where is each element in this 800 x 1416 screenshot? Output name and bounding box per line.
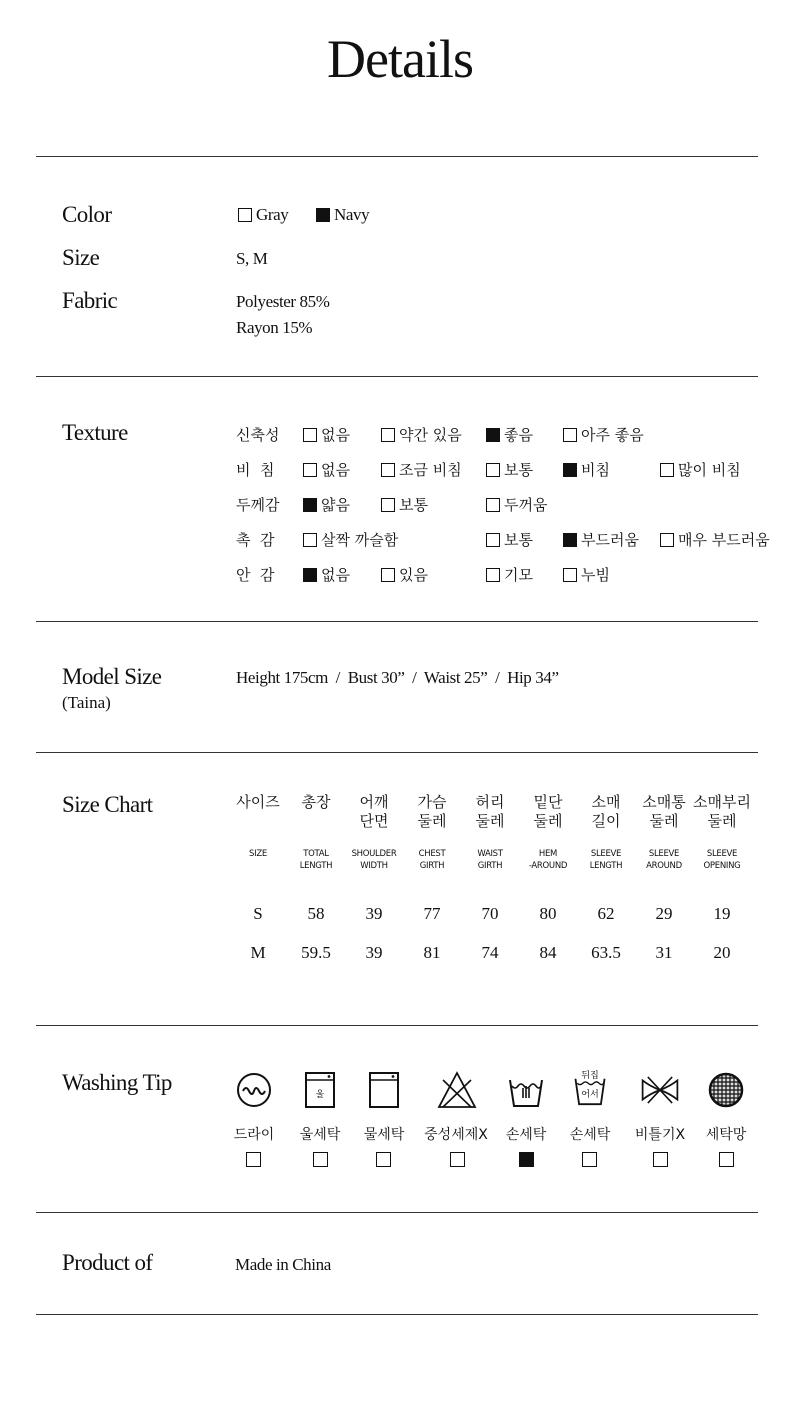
size-chart-header-ko — [284, 793, 348, 812]
header-en-line: GIRTH — [477, 861, 503, 871]
texture-row-label: 신축성 — [236, 426, 280, 444]
header-en-line: OPENING — [703, 861, 741, 871]
texture-row-label: 비 침 — [236, 461, 275, 479]
water-wash-checkbox — [376, 1152, 391, 1167]
size-chart-cell: 19 — [713, 904, 731, 923]
size-chart-cell: 77 — [423, 904, 441, 923]
size-chart-header-en — [687, 848, 757, 872]
size-chart-cell: 59.5 — [301, 943, 331, 962]
checkbox — [486, 463, 500, 477]
inside-out-wash-checkbox — [582, 1152, 597, 1167]
size-chart-header-ko — [690, 793, 754, 831]
no-bleach-icon — [437, 1070, 477, 1110]
texture-option: 없음 — [303, 424, 350, 445]
texture-option: 얇음 — [303, 494, 350, 515]
texture-row-label: 안 감 — [236, 566, 275, 584]
checkbox — [563, 568, 577, 582]
hand-wash-icon — [506, 1070, 546, 1110]
size-chart-header-ko — [400, 793, 464, 831]
washing-label: 세탁망 — [705, 1127, 747, 1143]
texture-option: 부드러움 — [563, 529, 639, 550]
washing-label: 울세탁 — [299, 1127, 341, 1143]
wool-wash-icon-text: 울 — [315, 1090, 325, 1100]
checkbox — [381, 463, 395, 477]
water-wash-icon — [364, 1070, 404, 1110]
header-en-line: GIRTH — [419, 861, 445, 871]
texture-option: 두꺼움 — [486, 494, 547, 515]
checkbox — [660, 463, 674, 477]
size-chart-cell: 63.5 — [591, 943, 621, 962]
divider — [36, 376, 758, 377]
texture-option: 기모 — [486, 564, 533, 585]
header-ko-line: 소매통 — [642, 793, 686, 811]
size-chart-cell: 74 — [481, 943, 499, 962]
texture-option: 보통 — [381, 494, 428, 515]
size-chart-cell: 39 — [365, 943, 383, 962]
checkbox — [660, 533, 674, 547]
texture-row-label: 촉 감 — [236, 531, 275, 549]
header-ko-line: 소매부리 — [693, 793, 751, 811]
divider — [36, 1212, 758, 1213]
size-chart-cell: 81 — [423, 943, 441, 962]
header-ko-line: 밑단 — [533, 793, 563, 811]
header-en-line: AROUND — [646, 861, 682, 871]
color-option-navy: Navy — [316, 205, 369, 225]
no-bleach-checkbox — [450, 1152, 465, 1167]
dry-clean-icon — [234, 1070, 274, 1110]
divider — [36, 1314, 758, 1315]
header-ko-line: 둘레 — [649, 812, 679, 830]
gray-checkbox — [238, 208, 252, 222]
size-chart-cell: 31 — [655, 943, 673, 962]
texture-option: 아주 좋음 — [563, 424, 644, 445]
size-chart-cell: S — [253, 904, 263, 923]
washing-tip-label: Washing Tip — [62, 1070, 172, 1095]
checkbox — [486, 568, 500, 582]
header-en-line: WAIST — [477, 849, 503, 859]
checkbox — [563, 428, 577, 442]
size-chart-cell: 80 — [539, 904, 557, 923]
model-name: (Taina) — [62, 693, 111, 712]
no-wring-icon — [640, 1070, 680, 1110]
washing-label: 드라이 — [233, 1127, 275, 1143]
texture-option: 좋음 — [486, 424, 533, 445]
texture-option: 매우 부드러움 — [660, 529, 770, 550]
no-wring-checkbox — [653, 1152, 668, 1167]
size-chart-header-ko — [516, 793, 580, 831]
header-ko-line: 단면 — [359, 812, 389, 830]
texture-option: 보통 — [486, 529, 533, 550]
size-chart-cell: 58 — [307, 904, 325, 923]
texture-option: 많이 비침 — [660, 459, 741, 480]
checkbox — [381, 428, 395, 442]
texture-option: 없음 — [303, 459, 350, 480]
size-chart-label: Size Chart — [62, 792, 153, 817]
texture-option: 비침 — [563, 459, 610, 480]
texture-option: 살짝 까슬함 — [303, 529, 398, 550]
header-en-line: SHOULDER — [351, 849, 397, 859]
texture-option: 없음 — [303, 564, 350, 585]
header-en-line: HEM — [538, 849, 558, 859]
washing-label: 손세탁 — [505, 1127, 547, 1143]
product-of-label: Product of — [62, 1250, 153, 1275]
laundry-net-checkbox — [719, 1152, 734, 1167]
washing-label: 중성세제X — [424, 1127, 488, 1143]
size-chart-cell: 70 — [481, 904, 499, 923]
checkbox — [486, 533, 500, 547]
model-size-value: Height 175cm / Bust 30” / Waist 25” / Hip 34” — [236, 668, 559, 687]
header-ko-line: 총장 — [301, 793, 331, 811]
texture-option: 누빔 — [563, 564, 610, 585]
size-chart-header-ko — [632, 793, 696, 831]
header-en-line: SIZE — [249, 849, 267, 859]
size-label: Size — [62, 245, 100, 270]
header-ko-line: 둘레 — [707, 812, 737, 830]
checkbox — [381, 498, 395, 512]
dry-clean-checkbox — [246, 1152, 261, 1167]
navy-checkbox — [316, 208, 330, 222]
checkbox — [303, 428, 317, 442]
fabric-line-1: Polyester 85% — [236, 292, 330, 311]
washing-label: 물세탁 — [363, 1127, 405, 1143]
laundry-net-icon — [706, 1070, 746, 1110]
texture-row-label: 두께감 — [236, 496, 280, 514]
size-chart-header-ko — [574, 793, 638, 831]
header-en-line: CHEST — [418, 849, 446, 859]
header-en-line: -AROUND — [528, 861, 568, 871]
header-ko-line: 허리 — [475, 793, 505, 811]
checkbox — [486, 498, 500, 512]
size-chart-cell: M — [250, 943, 266, 962]
texture-option: 있음 — [381, 564, 428, 585]
size-chart-cell: 20 — [713, 943, 731, 962]
header-ko-line: 소매 — [591, 793, 621, 811]
inside-out-text-1: 뒤집 — [581, 1070, 599, 1081]
checkbox — [563, 463, 577, 477]
wool-wash-checkbox — [313, 1152, 328, 1167]
header-ko-line: 사이즈 — [236, 793, 280, 811]
fabric-label: Fabric — [62, 288, 118, 313]
size-chart-cell: 84 — [539, 943, 557, 962]
header-en-line: LENGTH — [589, 861, 623, 871]
checkbox — [563, 533, 577, 547]
texture-option: 약간 있음 — [381, 424, 462, 445]
size-chart-header-ko — [342, 793, 406, 831]
header-en-line: SLEEVE — [706, 849, 738, 859]
fabric-line-2: Rayon 15% — [236, 318, 313, 337]
header-ko-line: 둘레 — [533, 812, 563, 830]
inside-out-wash-icon — [570, 1066, 610, 1106]
divider — [36, 156, 758, 157]
washing-label: 비틀기X — [634, 1127, 686, 1143]
header-ko-line: 어깨 — [359, 793, 389, 811]
color-label: Color — [62, 202, 112, 227]
washing-label: 손세탁 — [569, 1127, 611, 1143]
header-ko-line: 둘레 — [475, 812, 505, 830]
texture-label: Texture — [62, 420, 128, 445]
checkbox — [303, 498, 317, 512]
divider — [36, 621, 758, 622]
size-chart-cell: 39 — [365, 904, 383, 923]
hand-wash-checkbox — [519, 1152, 534, 1167]
header-ko-line: 가슴 — [417, 793, 447, 811]
color-option-gray: Gray — [238, 205, 288, 225]
checkbox — [303, 463, 317, 477]
size-chart-header-ko — [458, 793, 522, 831]
inside-out-text-2: 어서 — [581, 1089, 599, 1100]
size-value: S, M — [236, 249, 268, 268]
header-en-line: WIDTH — [360, 861, 388, 871]
wool-wash-icon — [300, 1070, 340, 1110]
header-en-line: SLEEVE — [648, 849, 680, 859]
checkbox — [381, 568, 395, 582]
texture-option: 조금 비침 — [381, 459, 462, 480]
product-of-value: Made in China — [235, 1255, 331, 1274]
model-size-label: Model Size — [62, 664, 162, 689]
header-en-line: SLEEVE — [590, 849, 622, 859]
header-ko-line: 둘레 — [417, 812, 447, 830]
checkbox — [303, 568, 317, 582]
size-chart-cell: 62 — [597, 904, 615, 923]
checkbox — [303, 533, 317, 547]
header-en-line: TOTAL — [303, 849, 329, 859]
texture-option: 보통 — [486, 459, 533, 480]
size-chart-header-ko — [226, 793, 290, 812]
header-en-line: LENGTH — [299, 861, 333, 871]
divider — [36, 752, 758, 753]
size-chart-cell: 29 — [655, 904, 673, 923]
divider — [36, 1025, 758, 1026]
page-title: Details — [327, 29, 473, 89]
checkbox — [486, 428, 500, 442]
header-ko-line: 길이 — [591, 812, 621, 830]
